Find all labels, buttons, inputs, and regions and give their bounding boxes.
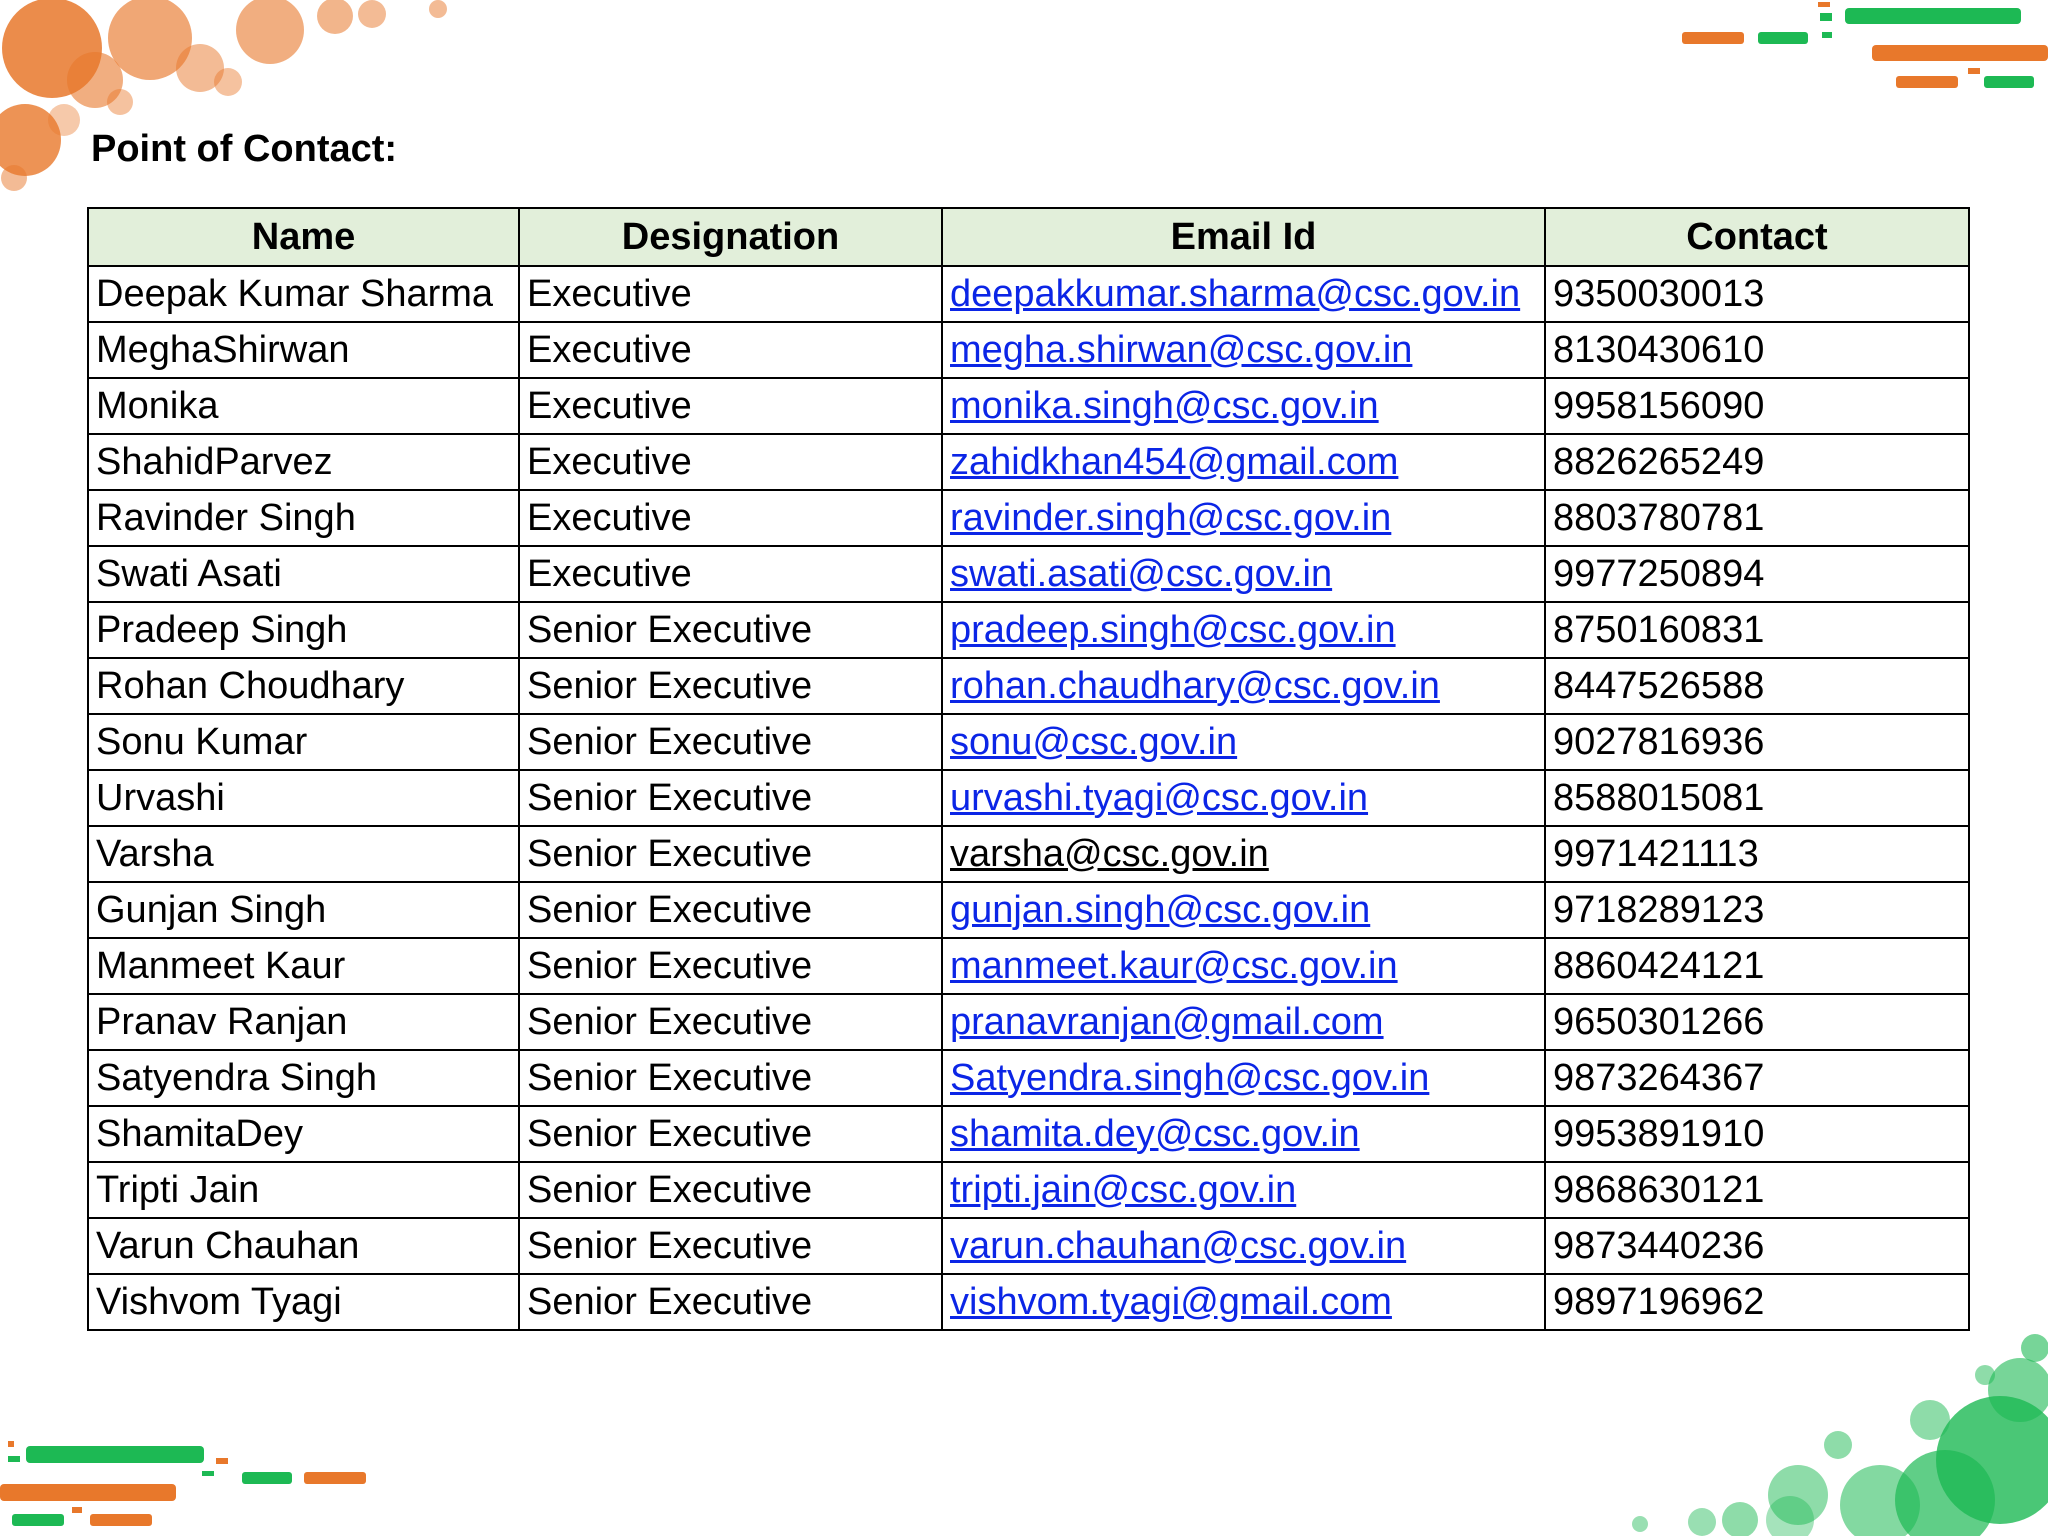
cell-contact: 8860424121 (1545, 938, 1969, 994)
table-row (88, 546, 1969, 602)
table-row (88, 994, 1969, 1050)
cell-contact: 9350030013 (1545, 266, 1969, 322)
cell-email (942, 1106, 1545, 1162)
email-link[interactable]: monika.singh@csc.gov.in (950, 384, 1379, 427)
cell-email (942, 546, 1545, 602)
email-link[interactable]: megha.shirwan@csc.gov.in (950, 328, 1413, 371)
table-row (88, 1050, 1969, 1106)
cell-email (942, 1218, 1545, 1274)
cell-contact: 8447526588 (1545, 658, 1969, 714)
email-link[interactable]: zahidkhan454@gmail.com (950, 440, 1399, 483)
cell-contact: 9873264367 (1545, 1050, 1969, 1106)
cell-name: Monika (88, 378, 519, 434)
email-link[interactable]: manmeet.kaur@csc.gov.in (950, 944, 1398, 987)
table-row (88, 658, 1969, 714)
email-link[interactable]: rohan.chaudhary@csc.gov.in (950, 664, 1440, 707)
cell-name: Satyendra Singh (88, 1050, 519, 1106)
cell-email (942, 266, 1545, 322)
cell-name: Urvashi (88, 770, 519, 826)
cell-designation: Executive (519, 266, 942, 322)
cell-contact: 8588015081 (1545, 770, 1969, 826)
cell-name: Tripti Jain (88, 1162, 519, 1218)
cell-name: Sonu Kumar (88, 714, 519, 770)
dashes-bottom-left (0, 1441, 366, 1526)
cell-name: ShahidParvez (88, 434, 519, 490)
email-link[interactable]: ravinder.singh@csc.gov.in (950, 496, 1392, 539)
cell-email (942, 994, 1545, 1050)
table-row (88, 602, 1969, 658)
cell-name: Ravinder Singh (88, 490, 519, 546)
email-link[interactable]: pradeep.singh@csc.gov.in (950, 608, 1396, 651)
cell-contact: 9868630121 (1545, 1162, 1969, 1218)
cell-name: Manmeet Kaur (88, 938, 519, 994)
cell-name: Varsha (88, 826, 519, 882)
cell-email (942, 1162, 1545, 1218)
email-link[interactable]: deepakkumar.sharma@csc.gov.in (950, 272, 1521, 315)
cell-contact: 9953891910 (1545, 1106, 1969, 1162)
cell-name: ShamitaDey (88, 1106, 519, 1162)
table-row (88, 322, 1969, 378)
cell-email (942, 1050, 1545, 1106)
cell-designation: Senior Executive (519, 826, 942, 882)
page-title: Point of Contact: (91, 128, 398, 170)
email-link[interactable]: sonu@csc.gov.in (950, 720, 1238, 763)
cell-email (942, 1274, 1545, 1330)
cell-designation: Senior Executive (519, 714, 942, 770)
cell-email (942, 826, 1545, 882)
cell-designation: Executive (519, 490, 942, 546)
cell-email (942, 490, 1545, 546)
cell-designation: Senior Executive (519, 602, 942, 658)
cell-designation: Senior Executive (519, 1106, 942, 1162)
cell-contact: 9897196962 (1545, 1274, 1969, 1330)
cell-designation: Executive (519, 546, 942, 602)
cell-name: Deepak Kumar Sharma (88, 266, 519, 322)
cell-email (942, 378, 1545, 434)
table-row (88, 770, 1969, 826)
cell-email (942, 938, 1545, 994)
cell-name: Pradeep Singh (88, 602, 519, 658)
email-link[interactable]: urvashi.tyagi@csc.gov.in (950, 776, 1369, 819)
email-link[interactable]: varun.chauhan@csc.gov.in (950, 1224, 1407, 1267)
table-row (88, 938, 1969, 994)
cell-name: Rohan Choudhary (88, 658, 519, 714)
cell-designation: Senior Executive (519, 1274, 942, 1330)
cell-designation: Senior Executive (519, 1050, 942, 1106)
cell-contact: 8130430610 (1545, 322, 1969, 378)
cell-name: Varun Chauhan (88, 1218, 519, 1274)
cell-contact: 9971421113 (1545, 826, 1969, 882)
cell-contact: 9873440236 (1545, 1218, 1969, 1274)
email-link[interactable]: gunjan.singh@csc.gov.in (950, 888, 1371, 931)
table-row (88, 378, 1969, 434)
table-row (88, 1162, 1969, 1218)
cell-email (942, 602, 1545, 658)
green-bubbles-bottom-right (1632, 1334, 2048, 1536)
cell-contact: 9650301266 (1545, 994, 1969, 1050)
cell-designation: Senior Executive (519, 1218, 942, 1274)
cell-name: Gunjan Singh (88, 882, 519, 938)
header-contact: Contact (1545, 208, 1969, 266)
cell-contact: 9958156090 (1545, 378, 1969, 434)
table-row (88, 1274, 1969, 1330)
cell-designation: Executive (519, 322, 942, 378)
cell-email (942, 658, 1545, 714)
table-row (88, 266, 1969, 322)
email-link[interactable]: vishvom.tyagi@gmail.com (950, 1280, 1392, 1323)
cell-email (942, 770, 1545, 826)
table-row (88, 1106, 1969, 1162)
cell-contact: 9027816936 (1545, 714, 1969, 770)
cell-name: MeghaShirwan (88, 322, 519, 378)
cell-designation: Senior Executive (519, 938, 942, 994)
table-row (88, 434, 1969, 490)
cell-name: Swati Asati (88, 546, 519, 602)
cell-contact: 8750160831 (1545, 602, 1969, 658)
cell-email (942, 714, 1545, 770)
table-row (88, 490, 1969, 546)
contact-table (87, 207, 1970, 1331)
cell-designation: Senior Executive (519, 1162, 942, 1218)
header-email: Email Id (942, 208, 1545, 266)
cell-contact: 9718289123 (1545, 882, 1969, 938)
cell-contact: 8803780781 (1545, 490, 1969, 546)
cell-designation: Executive (519, 378, 942, 434)
cell-designation: Senior Executive (519, 882, 942, 938)
email-link[interactable]: varsha@csc.gov.in (950, 832, 1269, 875)
table-row (88, 882, 1969, 938)
cell-designation: Executive (519, 434, 942, 490)
email-link[interactable]: tripti.jain@csc.gov.in (950, 1168, 1297, 1211)
cell-email (942, 882, 1545, 938)
cell-designation: Senior Executive (519, 994, 942, 1050)
cell-email (942, 434, 1545, 490)
header-name: Name (88, 208, 519, 266)
table-header-row (88, 208, 1969, 266)
table-row (88, 1218, 1969, 1274)
table-row (88, 826, 1969, 882)
cell-contact: 9977250894 (1545, 546, 1969, 602)
email-link[interactable]: swati.asati@csc.gov.in (950, 552, 1333, 595)
cell-designation: Senior Executive (519, 770, 942, 826)
cell-name: Vishvom Tyagi (88, 1274, 519, 1330)
email-link[interactable]: shamita.dey@csc.gov.in (950, 1112, 1360, 1155)
cell-email (942, 322, 1545, 378)
cell-name: Pranav Ranjan (88, 994, 519, 1050)
email-link[interactable]: Satyendra.singh@csc.gov.in (950, 1056, 1430, 1099)
table-row (88, 714, 1969, 770)
dashes-top-right (1682, 2, 2048, 88)
email-link[interactable]: pranavranjan@gmail.com (950, 1000, 1384, 1043)
cell-contact: 8826265249 (1545, 434, 1969, 490)
header-designation: Designation (519, 208, 942, 266)
cell-designation: Senior Executive (519, 658, 942, 714)
